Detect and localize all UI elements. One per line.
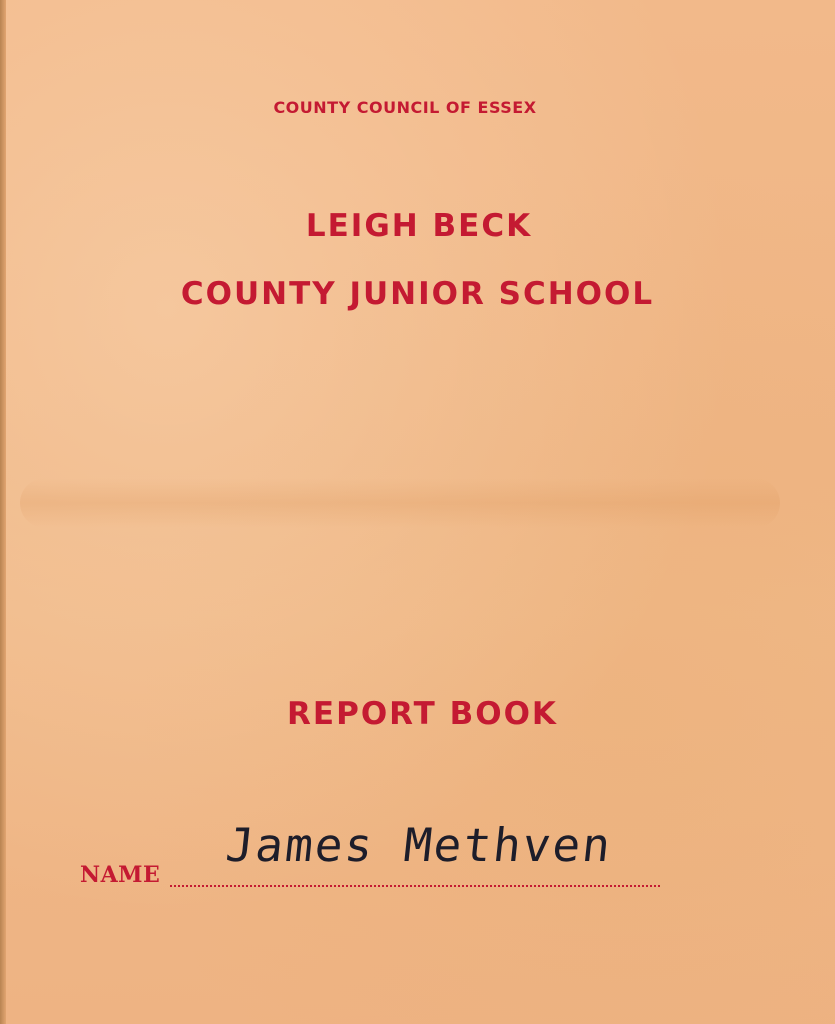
cover-spine-edge (0, 0, 6, 1024)
name-label: NAME (80, 862, 161, 888)
water-stain (20, 478, 780, 528)
school-name-line-2: COUNTY JUNIOR SCHOOL (180, 276, 655, 312)
council-heading: COUNTY COUNCIL OF ESSEX (273, 98, 537, 117)
school-name-line-1: LEIGH BECK (305, 208, 533, 244)
handwritten-name: James Methven (223, 818, 615, 872)
name-dotted-line (170, 885, 660, 887)
report-book-title: REPORT BOOK (287, 696, 558, 732)
